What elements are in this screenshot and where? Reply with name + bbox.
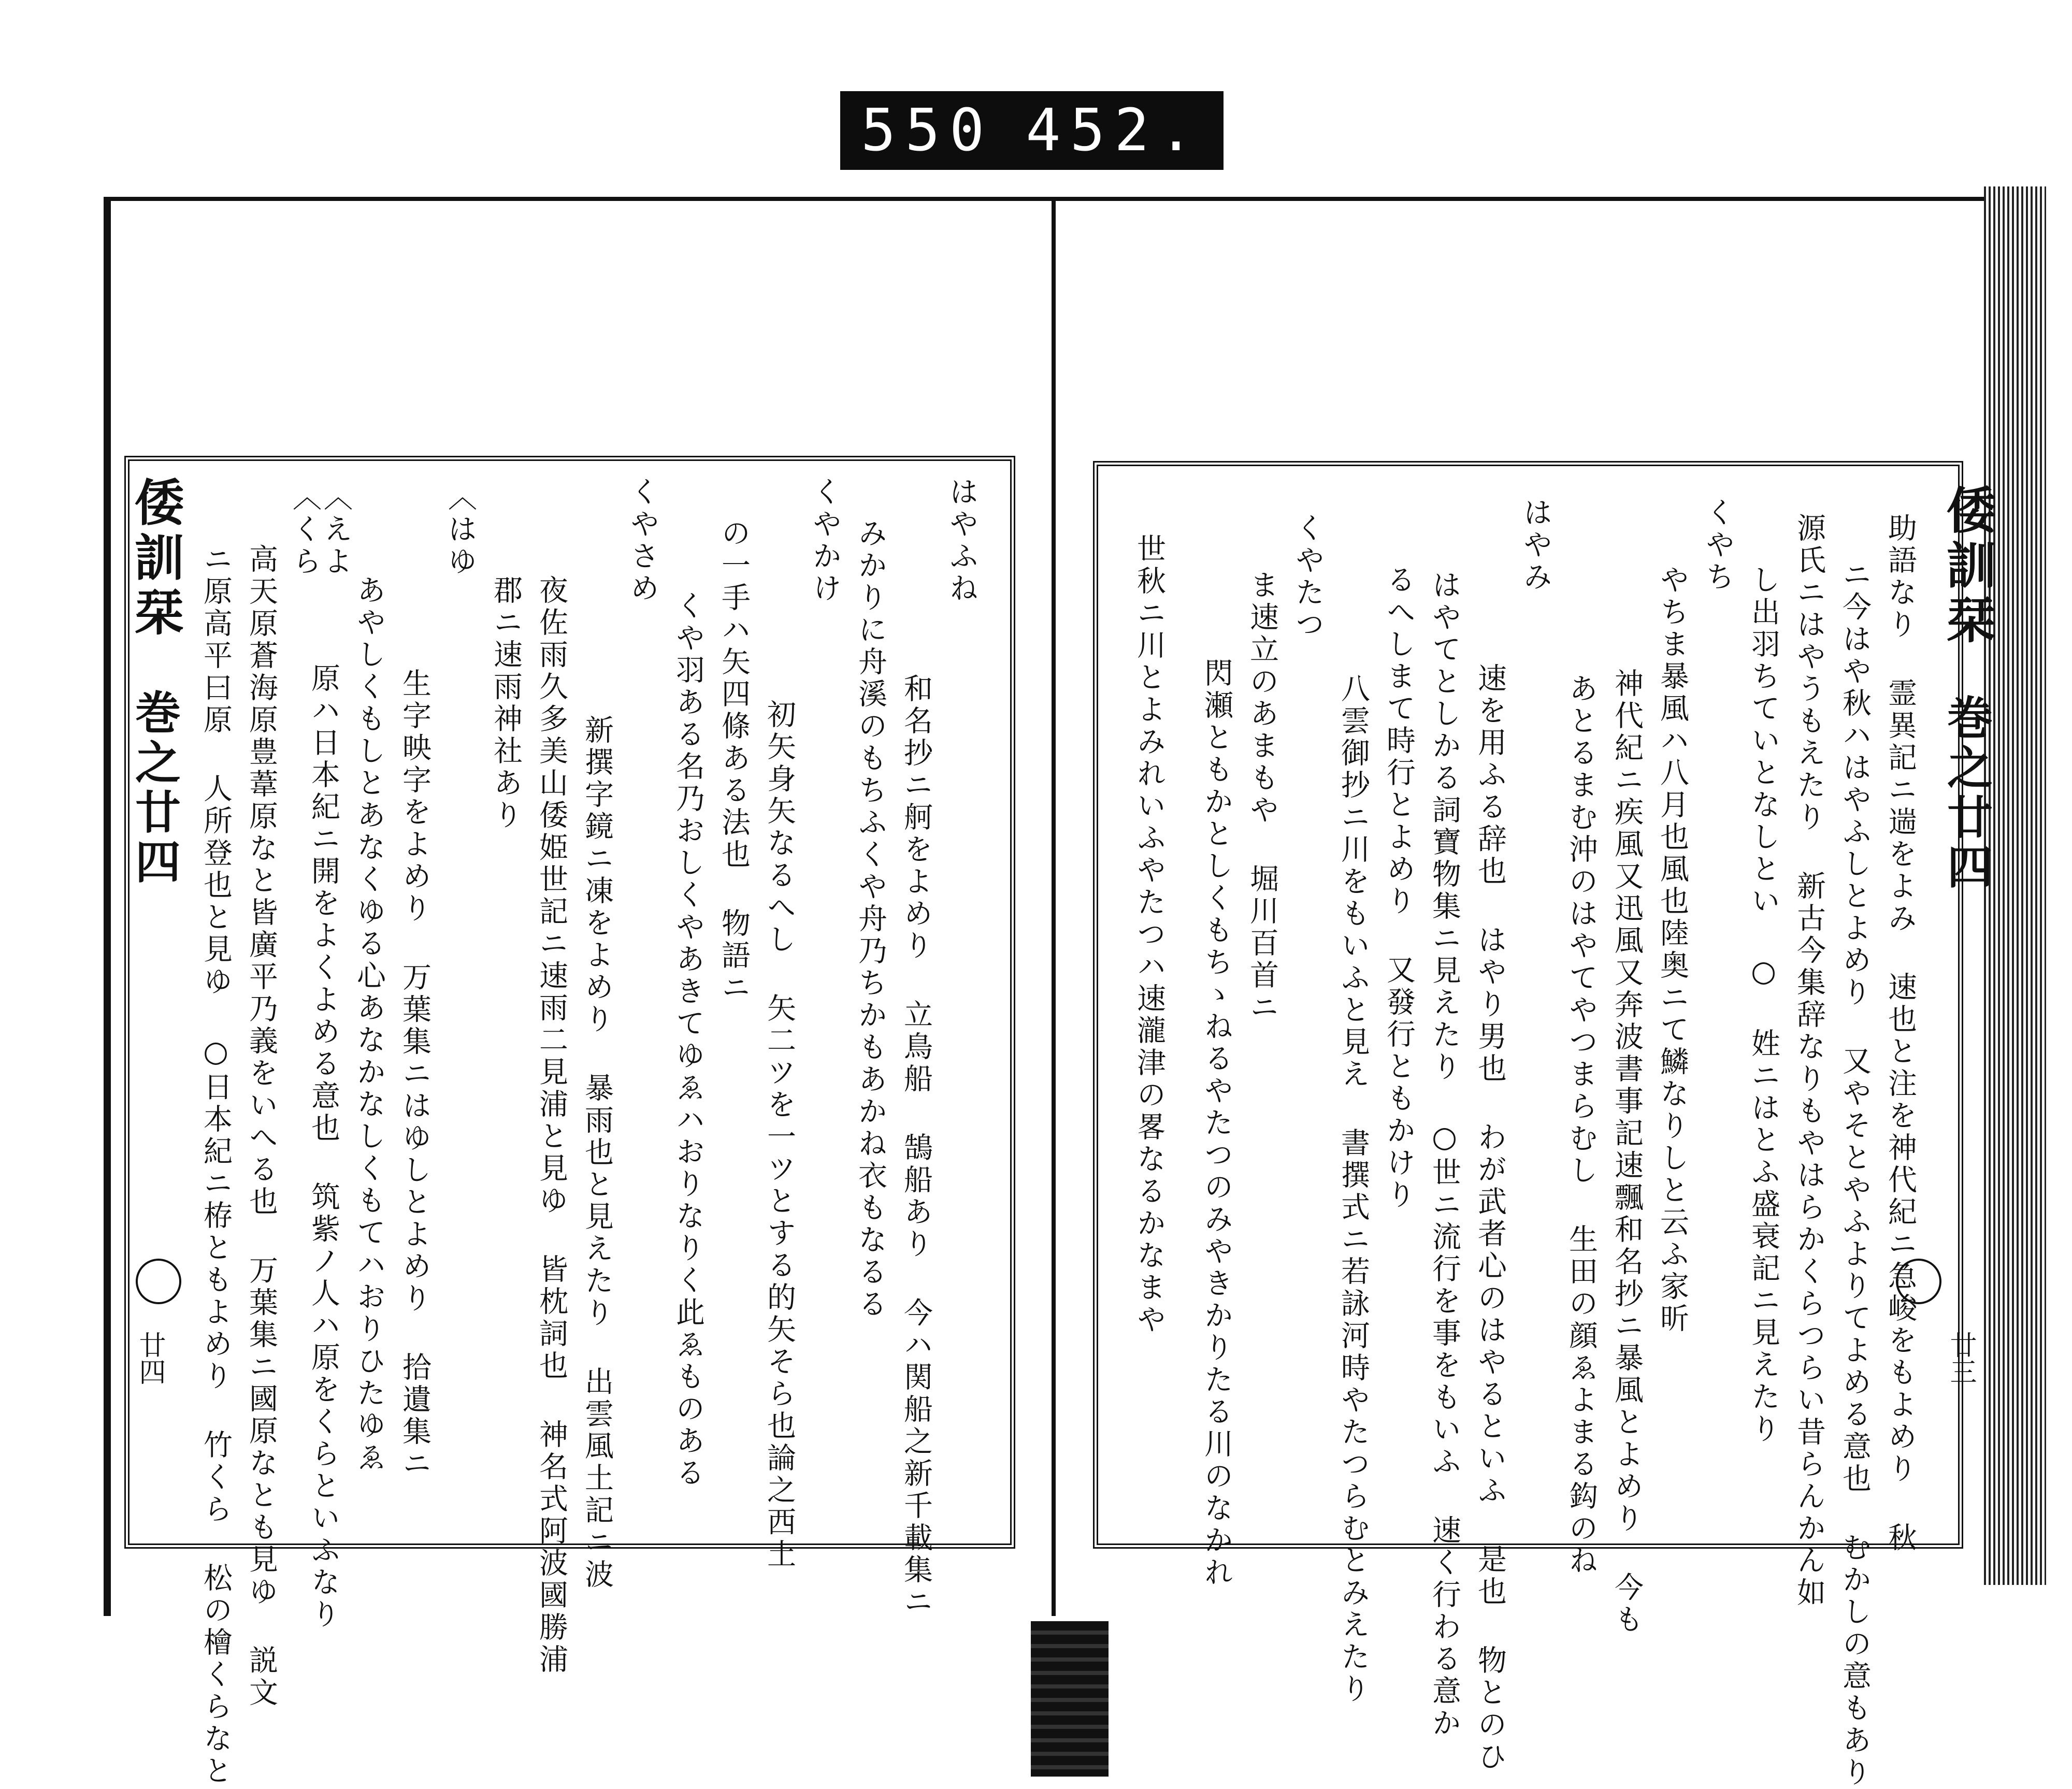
right-col-15: ま速立のあまもや 堀川百首ニ [1245, 570, 1279, 1024]
left-col-19: ニ原高平曰原 人所登也と見ゆ ○日本紀ニ栫ともよめり 竹くら 松の檜くらなと [199, 544, 233, 1787]
left-page-folio: 廿四 [134, 1331, 165, 1385]
right-col-7: 神代紀ニ疾風又迅風又奔波書事記速飄和名抄ニ暴風とよめり 今も [1610, 668, 1644, 1636]
left-col-6: の一手ハ矢四條ある法也 物語ニ [717, 518, 751, 1004]
right-col-9: はやみ [1519, 497, 1552, 594]
left-col-3: みかりに舟溪のもちふくや舟乃ちかもあかね衣もなるる [854, 518, 887, 1321]
right-page-folio: 廿三 [1945, 1331, 1976, 1385]
left-binding-hole [136, 1259, 181, 1304]
left-col-4: くやかけ [808, 477, 842, 605]
binding-shadow [1031, 1621, 1109, 1777]
right-col-10: 速を用ふる辞也 はやり男也 わが武者心のはやるといふ 是也 物とのひ [1473, 663, 1507, 1773]
right-page-title: 倭訓栞 [1938, 484, 1997, 649]
right-col-11: はやてとしかる詞寶物集ニ見えたり ○世ニ流行を事をもいふ 速く行わる意か [1428, 570, 1461, 1740]
right-col-13: 八雲御抄ニ川をもいふと見え 書撰式ニ若詠河時やたつらむとみえたり [1336, 673, 1370, 1706]
right-col-8: あとるまむ沖のはやてやつまらむし 生田の顔ゑよまる鈎のね [1564, 673, 1598, 1577]
right-col-2: ニ今はや秋ハはやふしとよめり 又やそとやふよりてよめる意也 むかしの意もあり [1838, 559, 1872, 1789]
right-col-3: 源氏ニはやうもえたり 新古今集辞なりもやはらかくらつらい昔らんかん如 [1792, 513, 1826, 1609]
left-col-8: くやさめ [626, 477, 659, 605]
left-page-volume: 巻之廿四 [128, 689, 182, 888]
left-col-13: 生字映字をよめり 万葉集ニはゆしとよめり 拾遺集ニ [398, 668, 431, 1480]
left-col-15: 〈えよ [319, 482, 353, 578]
right-page-volume: 巻之廿四 [1940, 694, 1994, 893]
left-col-17: 原ハ日本紀ニ開をよくよめる意也 筑紫ノ人ハ原をくらといふなり [307, 663, 340, 1631]
right-col-16: 閃瀬ともかとしくもちゝねるやたつのみやきかりたる川のなかれ [1200, 658, 1233, 1589]
left-col-12: 〈はゆ [443, 482, 477, 578]
left-col-14: あやしくもしとあなくゆる心あなかなしくもてハおりひたゆゑ [352, 575, 386, 1474]
left-col-10: 夜佐雨久多美山倭姫世記ニ速雨二見浦と見ゆ 皆枕詞也 神名式阿波國勝浦 [535, 575, 568, 1676]
right-col-6: やちま暴風ハ八月也風也陸奥ニて鱗なりしと云ふ家昕 [1656, 565, 1689, 1335]
catalog-label [840, 91, 1224, 170]
right-col-5: くやち [1701, 497, 1735, 594]
label-right-number: 452. [1026, 97, 1203, 164]
left-col-7: くや羽ある名乃おしくやあきてゆゑハおりなりく此ゑものある [671, 590, 705, 1490]
right-col-17: 世秋ニ川とよみれいふやたつハ速瀧津の畧なるかなまや [1132, 533, 1166, 1336]
left-page-title: 倭訓栞 [126, 477, 185, 641]
left-col-16: 〈くら [288, 482, 322, 578]
label-left-number: 550 [861, 97, 994, 164]
left-col-2: 和名抄ニ舸をよめり 立鳥船 鵠船あり 今ハ関船之新千載集ニ [899, 673, 933, 1619]
left-col-5: 初矢身矢なるへし 矢二ツを一ツとする的矢そら也論之西土 [762, 699, 796, 1571]
right-col-1: 助語なり 霊異記ニ遄をよみ 速也と注を神代紀ニ急峻をもよめり 秋 [1883, 513, 1917, 1554]
left-col-9: 新撰字鏡ニ凍をよめり 暴雨也と見えたり 出雲風土記ニ波 [580, 715, 614, 1591]
right-col-14: くやたつ [1291, 513, 1325, 641]
left-col-18: 高天原蒼海原豊葦原なと皆廣平乃義をいへる也 万葉集ニ國原なとも見ゆ 説文 [244, 544, 278, 1709]
left-col-1: はやふね [945, 477, 979, 605]
right-col-4: し出羽ちていとなしとい ○ 姓ニはとふ盛衰記ニ見えたり [1747, 565, 1780, 1446]
right-col-12: るへしまて時行とよめり 又發行ともかけり [1382, 565, 1416, 1211]
left-col-11: 郡ニ速雨神社あり [489, 575, 523, 832]
